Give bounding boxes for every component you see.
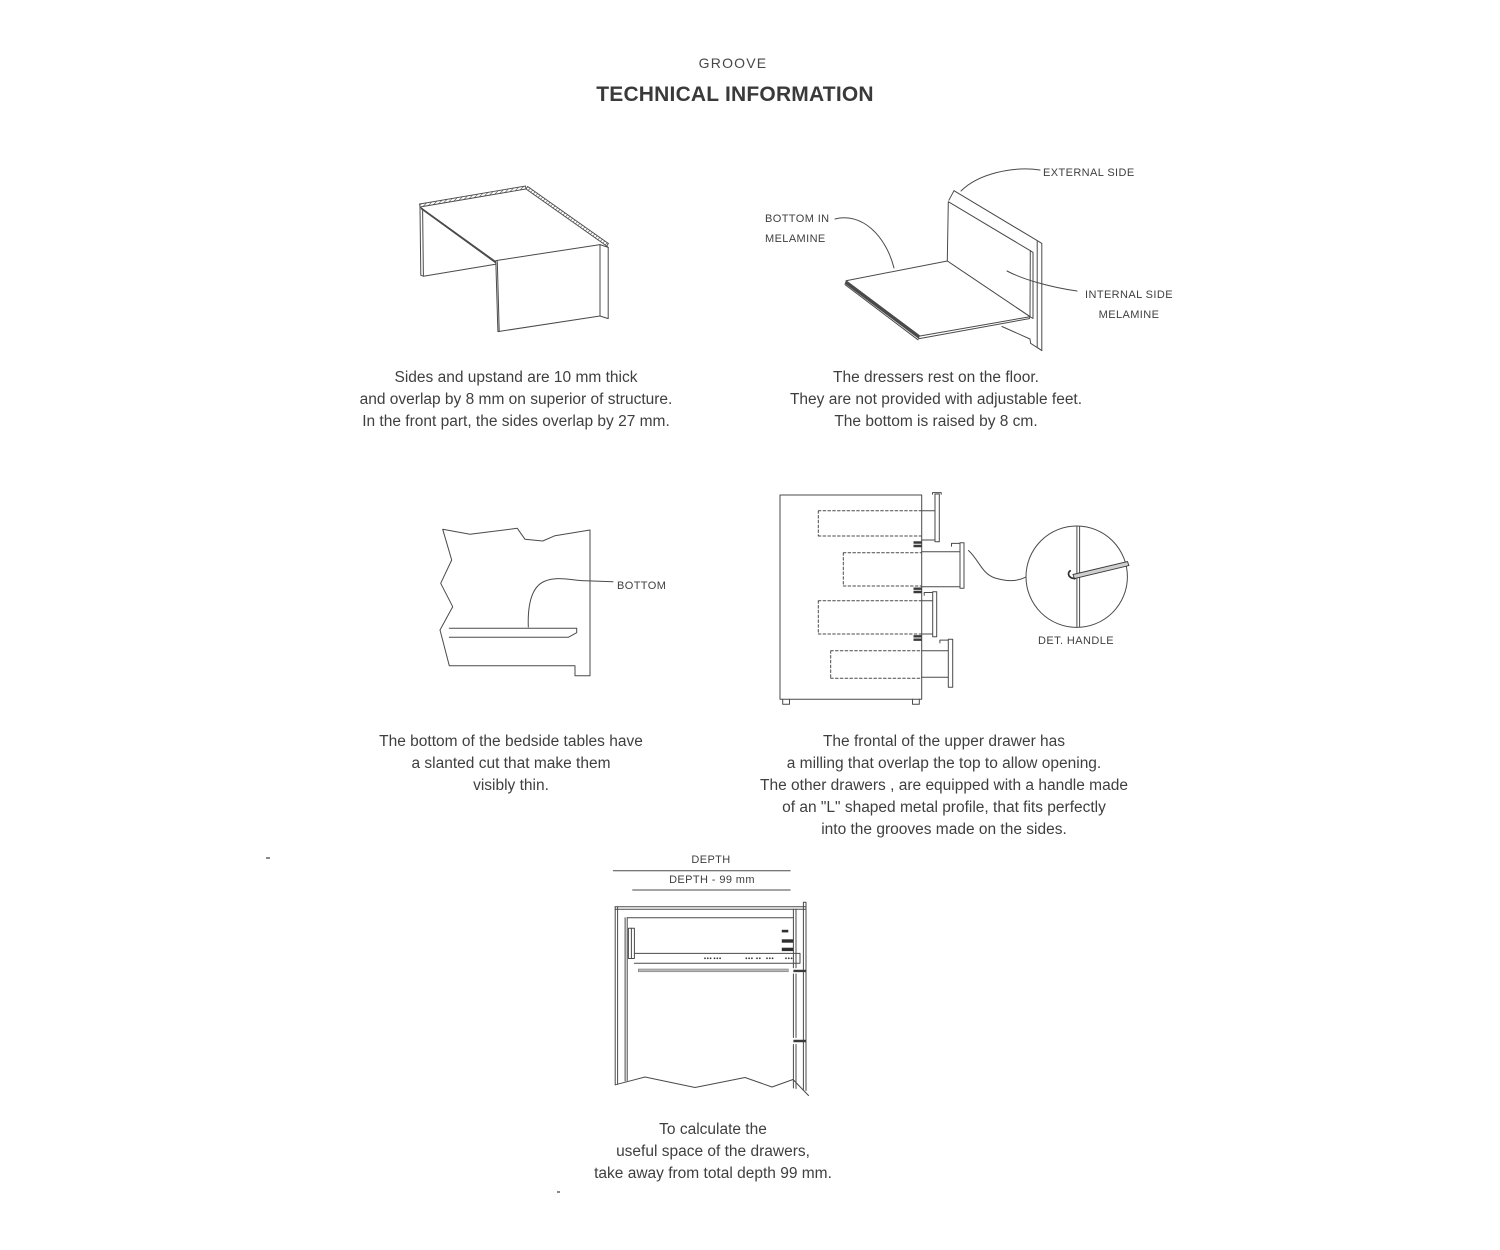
caption-bottom-cut (311, 731, 711, 797)
label-internal-side-line1: INTERNAL SIDE (1085, 289, 1173, 301)
caption-floor-line2: They are not provided with adjustable feet. (789, 391, 1083, 408)
front-side-panel (496, 245, 600, 332)
front-reveal-grooves (793, 971, 806, 1041)
bedside-bottom-section-drawing (420, 500, 720, 710)
break-line (615, 1077, 808, 1096)
leader-bottom-in (835, 218, 894, 268)
caption-floor-line1: The dressers rest on the floor. (833, 369, 1039, 386)
caption-drawers-line3: The other drawers , are equipped with a handle made (760, 777, 1128, 794)
page-title: TECHNICAL INFORMATION (596, 83, 874, 106)
slide-bar (638, 969, 788, 972)
caption-structure (316, 367, 716, 433)
caption-depth-line3: take away from total depth 99 mm. (594, 1165, 832, 1182)
label-bottom-in (765, 209, 830, 249)
drawer-front-4 (948, 639, 952, 687)
print-speck (557, 1191, 560, 1193)
leader-external-side (961, 169, 1040, 191)
caption-drawers-line1: The frontal of the upper drawer has (822, 733, 1066, 750)
caption-depth (513, 1119, 913, 1185)
front-panel-outer (803, 902, 806, 1090)
label-bottom-in-line2: MELAMINE (765, 233, 826, 245)
left-side-wall (615, 907, 627, 1085)
brand-text: GROOVE (698, 55, 768, 71)
label-bottom-in-line1: BOTTOM IN (765, 213, 830, 225)
caption-floor (736, 367, 1136, 433)
drawer-front-3 (933, 592, 937, 637)
side-panel-break-outline (440, 528, 590, 675)
dim-label-depth-99: DEPTH - 99 mm (669, 874, 755, 886)
dim-label-depth: DEPTH (691, 854, 731, 866)
caption-structure-line1: Sides and upstand are 10 mm thick (394, 369, 638, 386)
caption-depth-line1: To calculate the (659, 1121, 767, 1138)
caption-depth-line2: useful space of the drawers, (616, 1143, 810, 1160)
print-speck (266, 857, 270, 859)
front-panel-inner (793, 909, 796, 1088)
caption-bottom-cut-line1: The bottom of the bedside tables have (379, 733, 643, 750)
depth-section-drawing (600, 850, 830, 1110)
drawer-front-1 (935, 494, 939, 542)
label-bottom: BOTTOM (617, 580, 667, 592)
drawer-front-2 (960, 543, 964, 589)
slide-rail-holes (704, 957, 792, 959)
label-internal-side-line2: MELAMINE (1098, 309, 1160, 321)
caption-bottom-cut-line3: visibly thin. (473, 777, 549, 794)
caption-drawers-line2: a milling that overlap the top to allow opening. (786, 755, 1102, 772)
top-panel-band (615, 907, 806, 918)
leader-detail-handle (969, 551, 1027, 581)
label-internal-side (1074, 285, 1184, 325)
caption-bottom-cut-line2: a slanted cut that make them (411, 755, 611, 772)
caption-structure-line2: and overlap by 8 mm on superior of structure. (359, 391, 673, 408)
upstand-back-right-edge (526, 187, 608, 247)
drawer-fronts-section-drawing (770, 480, 1170, 720)
label-external-side: EXTERNAL SIDE (1043, 167, 1135, 179)
dresser-body (780, 495, 922, 699)
caption-drawers-line5: into the grooves made on the sides. (821, 821, 1067, 838)
structure-isometric-drawing (380, 160, 700, 360)
external-side-bottom-cut (1002, 327, 1042, 351)
caption-structure-line3: In the front part, the sides overlap by 27 mm. (362, 413, 670, 430)
dresser-feet (783, 699, 920, 704)
front-fixing-bars (782, 930, 794, 951)
caption-drawers-line4: of an "L" shaped metal profile, that fits perfectly (782, 799, 1106, 816)
caption-drawers (714, 731, 1174, 841)
upstand-back-left-edge (420, 186, 527, 207)
label-det-handle: DET. HANDLE (1038, 635, 1114, 647)
caption-floor-line3: The bottom is raised by 8 cm. (834, 413, 1038, 430)
